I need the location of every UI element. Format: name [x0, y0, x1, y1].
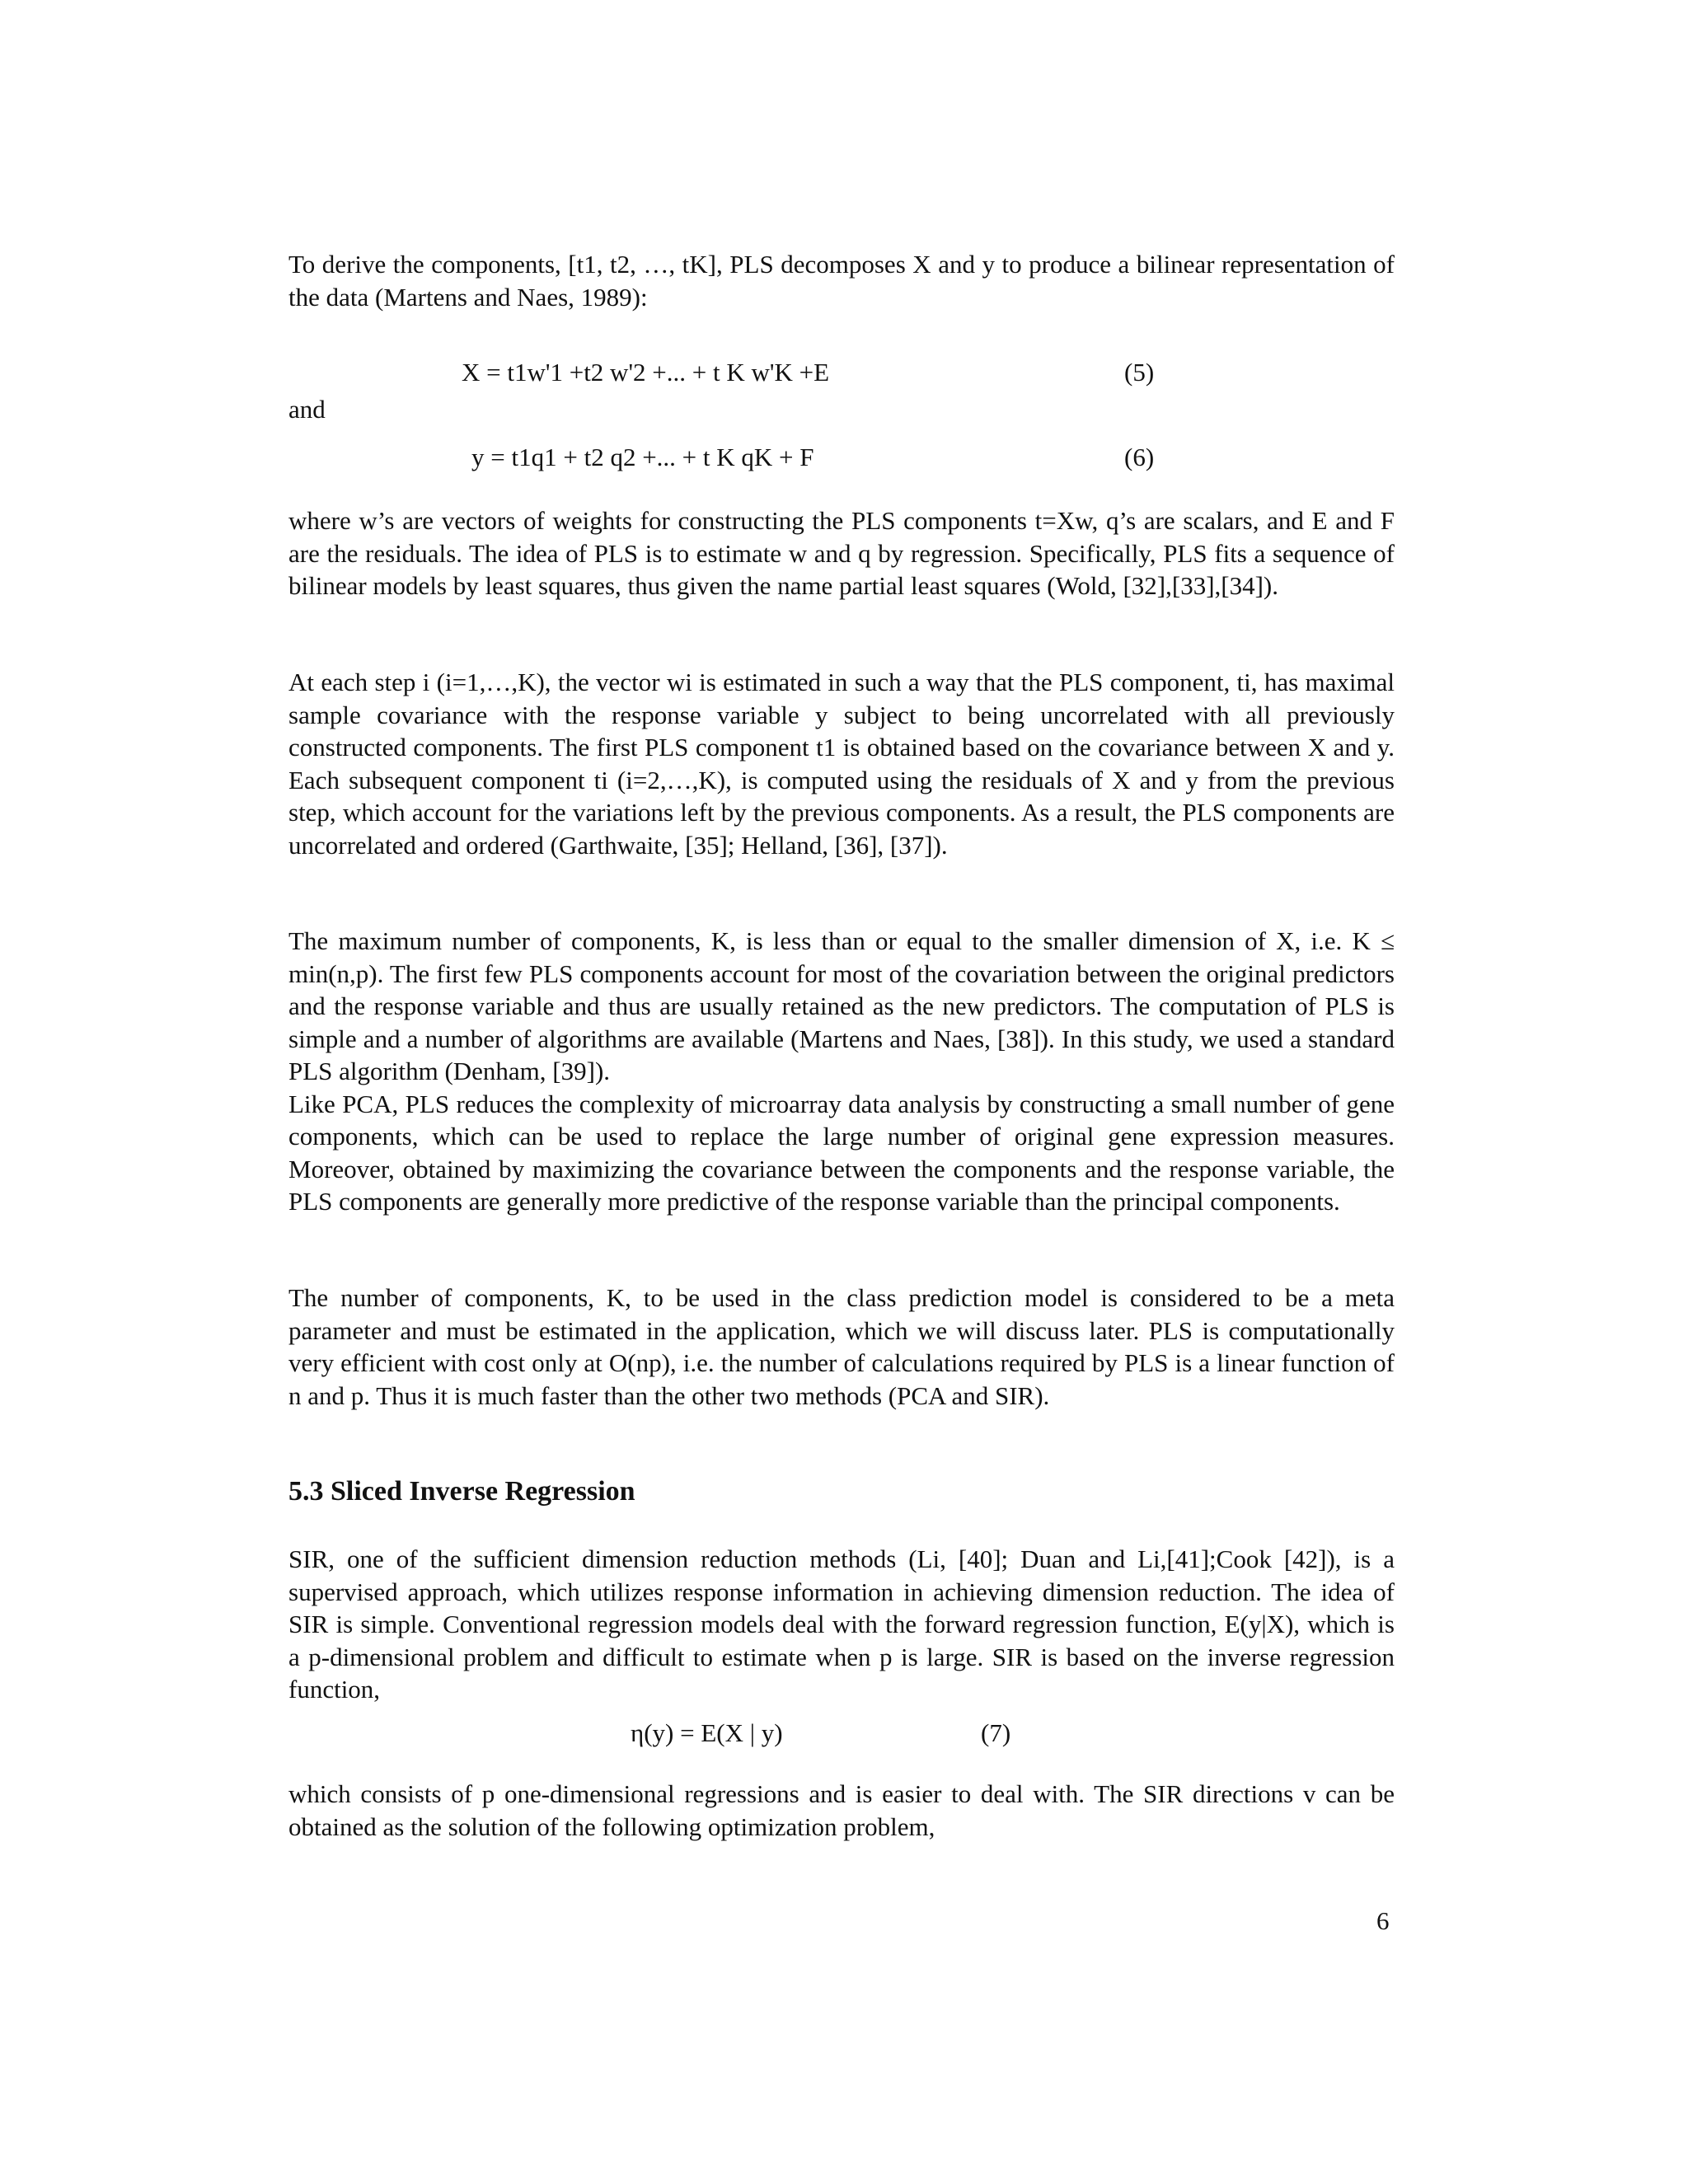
paragraph-max-components — [288, 925, 1395, 1218]
paragraph-text: The maximum number of components, K, is less than or equal to the smaller dimension of X, i.e. K ≤ min(n,p). The first few PLS components account for most of the covariation between the original predictors and the response variable and thus are usually retained as the new predictors. The computation of PLS is simple and a number of algorithms are available (Martens and Naes, [38]). In this study, we used a standard PLS algorithm (Denham, [39]). — [288, 926, 1395, 1085]
conjunction-and: and — [288, 395, 326, 424]
paragraph-text: SIR, one of the sufficient dimension reduction methods (Li, [40]; Duan and Li,[41];Cook [42]), is a supervised approach, which utilizes response information in achieving dimension reduction. The idea of SIR is simple. Conventional regression models deal with the forward regression function, E(y|X), which is a p-dimensional problem and difficult to estimate when p is large. SIR is based on the inverse regression function, — [288, 1544, 1395, 1704]
page-number: 6 — [1376, 1906, 1390, 1935]
equation-6-number: (6) — [1124, 443, 1155, 471]
paragraph-intro — [288, 248, 1395, 313]
paragraph-each-step — [288, 666, 1395, 861]
paragraph-text: which consists of p one-dimensional regressions and is easier to deal with. The SIR directions v can be obtained as the solution of the following optimization problem, — [288, 1779, 1395, 1841]
equation-6: y = t1q1 + t2 q2 +... + t K qK + F — [471, 443, 814, 471]
section-heading: 5.3 Sliced Inverse Regression — [288, 1476, 635, 1507]
paragraph-sir-intro — [288, 1543, 1395, 1706]
paragraph-text: At each step i (i=1,…,K), the vector wi is estimated in such a way that the PLS component, ti, has maximal sample covariance with the response variable y subject to being uncorrelated with all previously constructed components. The first PLS component t1 is obtained based on the covariance between X and y. Each subsequent component ti (i=2,…,K), is computed using the residuals of X and y from the previous step, which account for the variations left by the previous components. As a result, the PLS components are uncorrelated and ordered (Garthwaite, [35]; Helland, [36], [37]). — [288, 668, 1395, 860]
paragraph-sir-directions — [288, 1778, 1395, 1843]
paragraph-weights — [288, 504, 1395, 602]
paragraph-text: The number of components, K, to be used in the class prediction model is considered to be a meta parameter and must be estimated in the application, which we will discuss later. PLS is computationally very efficient with cost only at O(np), i.e. the number of calculations required by PLS is a linear function of n and p. Thus it is much faster than the other two methods (PCA and SIR). — [288, 1283, 1395, 1410]
paragraph-text: where w’s are vectors of weights for constructing the PLS components t=Xw, q’s are scalars, and E and F are the residuals. The idea of PLS is to estimate w and q by regression. Specifically, PLS fits a sequence of bilinear models by least squares, thus given the name partial least squares (Wold, [32],[33],[34]). — [288, 506, 1395, 600]
equation-5: X = t1w'1 +t2 w'2 +... + t K w'K +E — [462, 358, 830, 387]
paragraph-number-components — [288, 1282, 1395, 1412]
equation-7-number: (7) — [981, 1718, 1011, 1747]
equation-7: η(y) = E(X | y) — [631, 1718, 783, 1747]
paragraph-text: Like PCA, PLS reduces the complexity of microarray data analysis by constructing a small number of gene components, which can be used to replace the large number of original gene expression measures. Moreover, obtained by maximizing the covariance between the components and the response variable, the PLS components are generally more predictive of the response variable than the principal components. — [288, 1089, 1395, 1216]
equation-5-number: (5) — [1124, 358, 1155, 387]
paragraph-text: To derive the components, [t1, t2, …, tK], PLS decomposes X and y to produce a bilinear representation of the data (Martens and Naes, 1989): — [288, 250, 1395, 312]
